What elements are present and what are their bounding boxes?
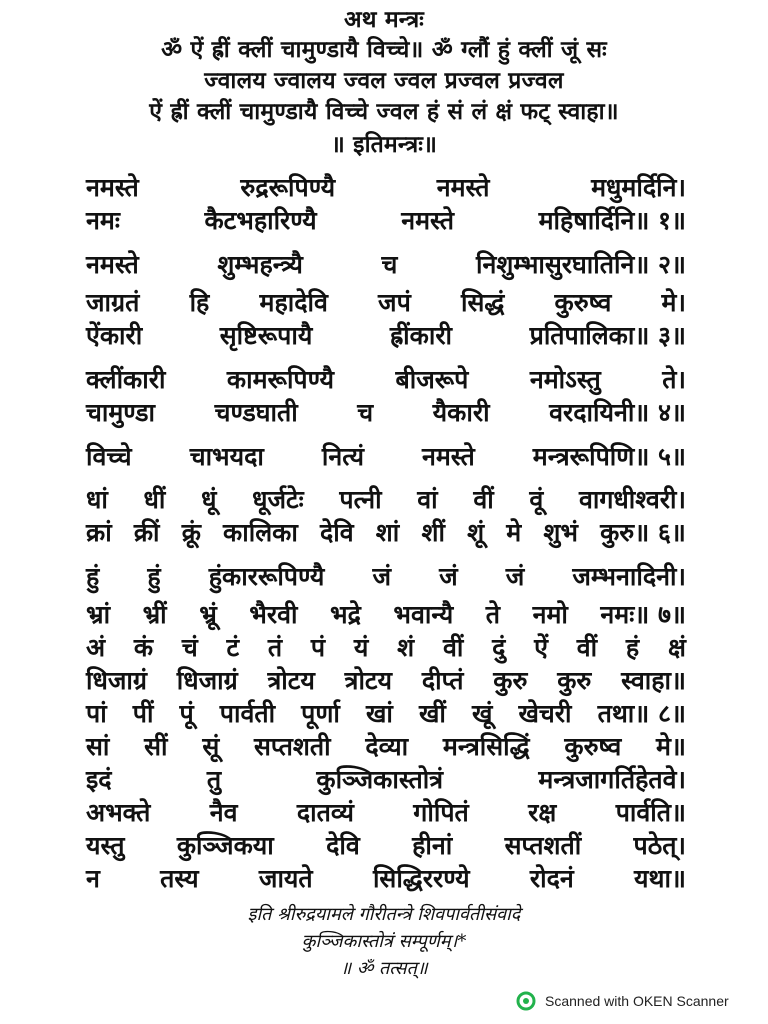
verse-word: जं xyxy=(372,562,392,591)
mantra-line: ॐ ऐं ह्रीं क्लीं चामुण्डायै विच्चे॥ ॐ ग्लौं हुं क्लीं जूं सः xyxy=(161,37,607,63)
verse-word: शां xyxy=(375,518,400,547)
verse-line xyxy=(86,663,686,697)
verse-word: सां xyxy=(86,732,110,761)
verse-word: कामरूपिण्यै xyxy=(226,365,334,394)
verse-word: नमः॥ ७॥ xyxy=(600,600,686,629)
verse-word: बीजरूपे xyxy=(395,365,469,394)
verse-word: कुरु॥ ६॥ xyxy=(600,518,686,547)
verse-word: अं xyxy=(86,633,106,662)
verse-word: प्रतिपालिका॥ ३॥ xyxy=(529,321,686,350)
verse-line xyxy=(86,203,686,237)
verse-word: महिषार्दिनि॥ १॥ xyxy=(538,206,686,235)
verse-word: न xyxy=(86,864,100,893)
verse-word: देव्या xyxy=(365,732,409,761)
verse-word: क्षं xyxy=(667,633,686,662)
verse-word: क्लींकारी xyxy=(86,365,166,394)
verse-word: महादेवि xyxy=(259,288,328,317)
verse-word: खूं xyxy=(471,699,493,728)
verse-word: धिजाग्रं xyxy=(86,666,147,695)
verse-line xyxy=(86,285,686,319)
verse-word: सिद्धं xyxy=(460,288,505,317)
verse-word: तं xyxy=(267,633,283,662)
verse-word: पार्वती xyxy=(219,699,276,728)
verse-word: खां xyxy=(365,699,393,728)
verse-line xyxy=(86,439,686,473)
verse-word: दीप्तं xyxy=(421,666,464,695)
verse-word: हुं xyxy=(86,562,100,591)
verse-word: धूं xyxy=(201,485,217,514)
verse-word: ह्रींकारी xyxy=(389,321,453,350)
colophon-line: इति श्रीरुद्रयामले गौरीतन्त्रे शिवपार्वतीसंवादे xyxy=(247,904,521,925)
verse-word: मन्त्रसिद्धिं xyxy=(442,732,530,761)
verse-word: नमः xyxy=(86,206,120,235)
verse-word: वरदायिनी॥ ४॥ xyxy=(549,398,686,427)
verse-word: दुं xyxy=(492,633,506,662)
verse-word: हि xyxy=(189,288,210,317)
verse-word: जम्भनादिनी। xyxy=(572,562,686,591)
verse-line xyxy=(86,630,686,664)
verse-word: खेचरी xyxy=(518,699,572,728)
verse-word: भ्रीं xyxy=(142,600,167,629)
scanner-text: Scanned with OKEN Scanner xyxy=(545,993,729,1009)
verse-word: क्रूं xyxy=(181,518,201,547)
verse-word: कुरु xyxy=(493,666,528,695)
verse-word: च xyxy=(357,398,374,427)
verse-word: जं xyxy=(439,562,458,591)
verse-word: चाभयदा xyxy=(189,442,264,471)
verse-word: जपं xyxy=(378,288,411,317)
verse-line xyxy=(86,515,686,549)
verse-word: मन्त्ररूपिणि॥ ५॥ xyxy=(532,442,686,471)
verse-line xyxy=(86,762,686,796)
verse-line xyxy=(86,696,686,730)
verse-word: वीं xyxy=(473,485,494,514)
verse-word: यस्तु xyxy=(86,831,125,860)
oken-scanner-logo-icon xyxy=(516,991,536,1011)
verse-word: रुद्ररूपिण्यै xyxy=(240,173,336,202)
verse-word: धीं xyxy=(143,485,166,514)
verse-word: कुरु xyxy=(557,666,592,695)
verse-word: ते xyxy=(485,600,501,629)
verse-word: हुंकाररूपिण्यै xyxy=(208,562,325,591)
verse-word: ऐं xyxy=(534,633,548,662)
verse-word: धूर्जटेः xyxy=(252,485,304,514)
verse-word: कैटभहारिण्यै xyxy=(204,206,317,235)
verse-word: मे॥ xyxy=(656,732,686,761)
verse-word: पां xyxy=(86,699,107,728)
verse-word: शं xyxy=(397,633,415,662)
verse-line xyxy=(86,861,686,895)
verse-line xyxy=(86,318,686,352)
verse-word: शुम्भहन्त्र्यै xyxy=(217,250,303,279)
verse-word: नमस्ते xyxy=(86,173,139,202)
verse-word: पार्वति॥ xyxy=(615,798,686,827)
verse-word: दातव्यं xyxy=(296,798,354,827)
verse-word: हीनां xyxy=(412,831,453,860)
verse-word: नमस्ते xyxy=(436,173,490,202)
verse-line xyxy=(86,482,686,516)
verse-word: चण्डघाती xyxy=(214,398,298,427)
verse-word: हं xyxy=(625,633,640,662)
verse-word: भ्रां xyxy=(86,600,111,629)
verse-word: इदं xyxy=(86,765,112,794)
verse-word: जाग्रतं xyxy=(86,288,140,317)
verse-word: जं xyxy=(505,562,525,591)
verse-word: हुं xyxy=(147,562,161,591)
verse-word: त्रोटय xyxy=(344,666,393,695)
verse-word: कुरुष्व xyxy=(564,732,622,761)
verse-word: मधुमर्दिनि। xyxy=(591,173,686,202)
verse-word: पूं xyxy=(179,699,194,728)
verse-word: कुरुष्व xyxy=(554,288,612,317)
verse-word: च xyxy=(381,250,398,279)
verse-line xyxy=(86,828,686,862)
scanner-watermark xyxy=(516,991,729,1011)
verse-word: यैकारी xyxy=(432,398,490,427)
verse-word: शुभं xyxy=(543,518,578,547)
verse-word: खीं xyxy=(418,699,446,728)
verse-word: सूं xyxy=(202,732,220,761)
verse-word: टं xyxy=(226,633,240,662)
verse-word: शूं xyxy=(467,518,485,547)
verse-word: नमस्ते xyxy=(401,206,455,235)
mantra-heading: अथ मन्त्रः xyxy=(343,7,425,33)
verse-word: ते। xyxy=(662,365,686,394)
mantra-line: ज्वालय ज्वालय ज्वल ज्वल प्रज्वल प्रज्वल xyxy=(204,68,564,94)
verse-word: जायते xyxy=(258,864,313,893)
verse-line xyxy=(86,729,686,763)
verse-line xyxy=(86,395,686,429)
colophon-line: ॥ ॐ तत्सत्॥ xyxy=(340,958,428,979)
verse-word: पीं xyxy=(132,699,154,728)
verse-word: देवि xyxy=(319,518,354,547)
verse-line xyxy=(86,170,686,204)
verse-word: मन्त्रजागर्तिहेतवे। xyxy=(538,765,686,794)
verse-word: सृष्टिरूपायै xyxy=(219,321,313,350)
verse-word: सप्तशती xyxy=(253,732,331,761)
verse-word: भैरवी xyxy=(249,600,298,629)
verse-line xyxy=(86,362,686,396)
verse-word: मे। xyxy=(661,288,686,317)
verse-word: निशुम्भासुरघातिनि॥ २॥ xyxy=(475,250,686,279)
verse-word: विच्चे xyxy=(86,442,132,471)
verse-line xyxy=(86,559,686,593)
verse-word: वूं xyxy=(529,485,544,514)
verse-word: वीं xyxy=(576,633,598,662)
verse-word: सिद्धिररण्ये xyxy=(372,864,470,893)
verse-word: रक्ष xyxy=(528,798,557,827)
verse-word: नित्यं xyxy=(321,442,364,471)
verse-word: कुञ्जिकास्तोत्रं xyxy=(316,765,444,794)
verse-word: पूर्णा xyxy=(301,699,340,728)
verse-word: क्रां xyxy=(86,518,112,547)
verse-word: अभक्ते xyxy=(86,798,151,827)
verse-word: नमो xyxy=(532,600,568,629)
verse-word: त्रोटय xyxy=(267,666,315,695)
verse-word: भ्रूं xyxy=(199,600,217,629)
verse-word: तु xyxy=(206,765,222,794)
verse-word: मे xyxy=(506,518,522,547)
verse-word: स्वाहा॥ xyxy=(621,666,686,695)
verse-word: नमोऽस्तु xyxy=(529,365,601,394)
verse-word: चं xyxy=(181,633,198,662)
verse-word: वां xyxy=(417,485,438,514)
verse-word: चामुण्डा xyxy=(86,398,156,427)
verse-word: नैव xyxy=(209,798,238,827)
verse-word: रोदनं xyxy=(529,864,574,893)
verse-word: पं xyxy=(310,633,326,662)
verse-word: ऐंकारी xyxy=(86,321,143,350)
verse-word: धिजाग्रं xyxy=(176,666,238,695)
verse-word: कालिका xyxy=(223,518,298,547)
verse-word: नमस्ते xyxy=(86,250,139,279)
verse-word: पत्नी xyxy=(339,485,382,514)
verse-word: पठेत्। xyxy=(633,831,686,860)
mantra-line: ऐं ह्रीं क्लीं चामुण्डायै विच्चे ज्वल हं सं लं क्षं फट् स्वाहा॥ xyxy=(149,99,619,125)
verse-word: भद्रे xyxy=(330,600,361,629)
verse-word: वीं xyxy=(442,633,464,662)
iti-mantra-line: ॥ इतिमन्त्रः॥ xyxy=(330,132,438,158)
verse-word: भवान्यै xyxy=(393,600,454,629)
verse-line xyxy=(86,247,686,281)
verse-word: देवि xyxy=(326,831,360,860)
verse-word: यं xyxy=(353,633,369,662)
verse-word: नमस्ते xyxy=(421,442,475,471)
verse-word: तस्य xyxy=(160,864,199,893)
verse-word: तथा॥ ८॥ xyxy=(597,699,686,728)
verse-word: कं xyxy=(133,633,154,662)
verse-word: कुञ्जिकया xyxy=(176,831,274,860)
verse-word: सीं xyxy=(144,732,168,761)
verse-word: सप्तशतीं xyxy=(504,831,582,860)
verse-word: यथा॥ xyxy=(634,864,686,893)
verse-word: क्रीं xyxy=(133,518,160,547)
verse-word: धां xyxy=(86,485,108,514)
verse-word: वागधीश्वरी। xyxy=(578,485,686,514)
colophon-line: कुञ्जिकास्तोत्रं सम्पूर्णम्।* xyxy=(301,931,467,952)
verse-word: गोपितं xyxy=(413,798,469,827)
verse-line xyxy=(86,597,686,631)
verse-line xyxy=(86,795,686,829)
verse-word: शीं xyxy=(421,518,445,547)
